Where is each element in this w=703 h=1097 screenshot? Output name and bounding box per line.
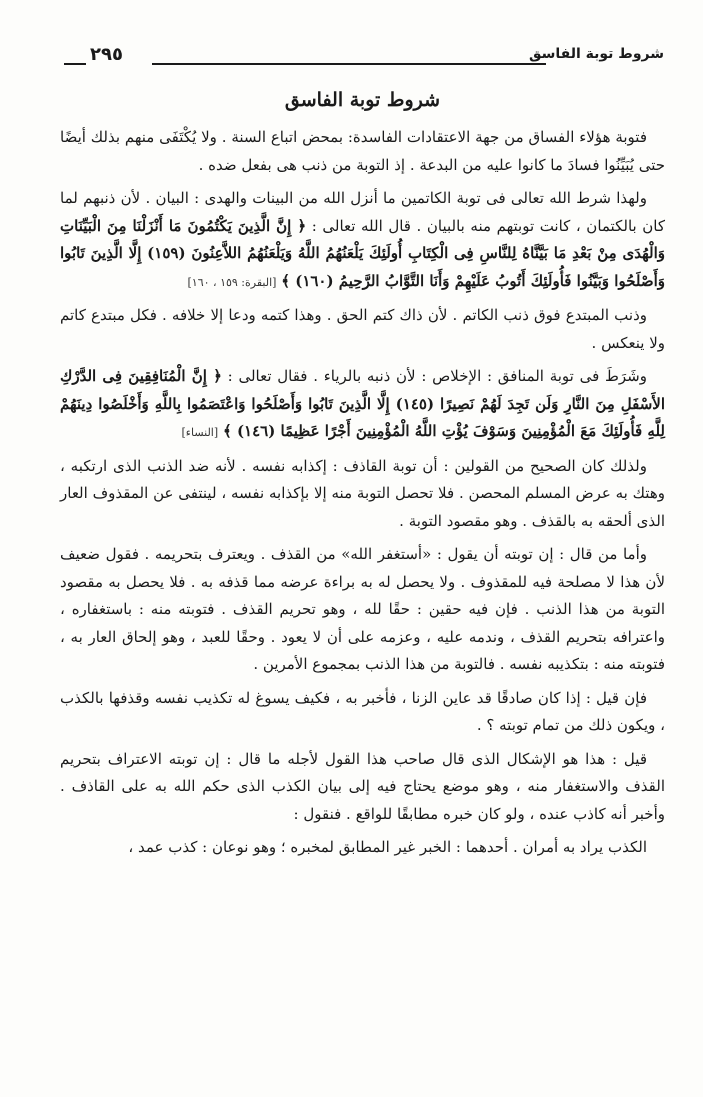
paragraph-text: الكذب يراد به أمران . أحدهما : الخبر غير المطابق لمخبره ؛ وهو نوعان : كذب عمد ، <box>128 838 647 856</box>
paragraph-text: وأما من قال : إن توبته أن يقول : «أستغفر الله» من القذف . ويعترف بتحريمه . فقول ضعيف لأن هذا لا مصلحة فيه للمقذوف . ولا يحصل له به براءة عرضه مما قذفه به . فلا يحصل به مقصود التوبة من هذا الذنب . فإن فيه حقين : حقًا لله ، وهو تحريم القذف . فتوبته منه : باستغفاره ، واعترافه بتحريم القذف ، وندمه عليه ، وعزمه على أن لا يعود . وحقًا للعبد ، وهو إلحاق العار به ، فتوبته منه : بتكذيبه نفسه . فالتوبة من هذا الذنب بمجموع الأمرين . <box>60 545 665 673</box>
paragraph-text: ولذلك كان الصحيح من القولين : أن توبة القاذف : إكذابه نفسه . لأنه ضد الذنب الذى ارتكبه ، وهتك به عرض المسلم المحصن . فلا تحصل التوبة منه إلا بإكذابه نفسه ، لينتفى عن المقذوف العار الذى ألحقه به بالقذف . وهو مقصود التوبة . <box>60 456 665 530</box>
paragraph-4 <box>60 363 665 447</box>
verse-reference: [البقرة: ١٥٩ ، ١٦٠] <box>187 275 277 289</box>
quran-verse: ﴿ إِنَّ الْمُنَافِقِينَ فِى الدَّرْكِ الأَسْفَلِ مِنَ النَّارِ وَلَن تَجِدَ لَهُمْ نَصِيرًا (١٤٥) إِلَّا الَّذِينَ تَابُوا وَأَصْلَحُوا وَاعْتَصَمُوا بِاللَّهِ وَأَخْلَصُوا دِينَهُمْ لِلَّهِ فَأُولَئِكَ مَعَ الْمُؤْمِنِينَ وَسَوْفَ يُؤْتِ اللَّهُ الْمُؤْمِنِينَ أَجْرًا عَظِيمًا (١٤٦) ﴾ <box>60 367 665 440</box>
section-title: شروط توبة الفاسق <box>284 89 441 111</box>
running-title: شروط توبة الفاسق <box>528 46 664 62</box>
paragraph-text: فإن قيل : إذا كان صادقًا قد عاين الزنا ، فأخبر به ، فكيف يسوغ له تكذيب نفسه وقذفها بالكذب ، ويكون ذلك من تمام توبته ؟ . <box>60 688 665 734</box>
quran-verse: ﴿ إِنَّ الَّذِينَ يَكْتُمُونَ مَا أَنْزَلْنَا مِنَ الْبَيِّنَاتِ وَالْهُدَى مِنْ بَعْدِ مَا بَيَّنَّاهُ لِلنَّاسِ فِى الْكِتَابِ أُولَئِكَ يَلْعَنُهُمُ اللَّهُ وَيَلْعَنُهُمُ اللاَّعِنُونَ (١٥٩) إِلَّا الَّذِينَ تَابُوا وَأَصْلَحُوا وَبَيَّنُوا فَأُولَئِكَ أَتُوبُ عَلَيْهِمْ وَأَنَا التَّوَّابُ الرَّحِيمُ (١٦٠) ﴾ <box>60 216 665 290</box>
paragraph-7 <box>60 685 665 740</box>
paragraph-5 <box>60 453 665 536</box>
page-number: ٢٩٥ <box>90 44 123 65</box>
paragraph-8 <box>60 746 665 829</box>
paragraph-3 <box>60 302 665 357</box>
page-body <box>60 84 665 868</box>
page-number-dash <box>64 63 86 65</box>
paragraph-6 <box>60 541 665 679</box>
paragraph-text: ولهذا شرط الله تعالى فى توبة الكاتمين ما أنزل الله من البينات والهدى : البيان . لأن ذنبهم لما كان بالكتمان ، كانت توبتهم منه بالبيان . قال الله تعالى : <box>60 189 665 235</box>
paragraph-1 <box>60 124 665 179</box>
paragraph-text: وذنب المبتدع فوق ذنب الكاتم . لأن ذاك كتم الحق . وهذا كتمه ودعا إلا خلافه . فكل مبتدع كاتم ولا ينعكس . <box>60 306 665 352</box>
paragraph-text: قيل : هذا هو الإشكال الذى قال صاحب هذا القول لأجله ما قال : إن توبته الاعتراف بتحريم القذف والاستغفار منه ، وهو موضع يحتاج فيه إلى بيان الكذب الذى حكم الله به على القاذف . وأخبر أنه كاذب عنده ، ولو كان خبره مطابقًا للواقع . فنقول : <box>60 749 665 823</box>
paragraph-text: فتوبة هؤلاء الفساق من جهة الاعتقادات الفاسدة: بمحض اتباع السنة . ولا يُكْتَفَى منهم بذلك أيضًا حتى يُبَيِّنُوا فسادَ ما كانوا عليه من البدعة . إذ التوبة من ذنب هى بفعل ضده . <box>60 128 665 174</box>
paragraph-2 <box>60 185 665 296</box>
header-rule <box>152 63 546 65</box>
paragraph-9 <box>60 834 665 862</box>
running-header <box>64 44 664 74</box>
paragraph-text: وشَرَطَ فى توبة المنافق : الإخلاص : لأن ذنبه بالرياء . فقال تعالى : <box>227 367 647 385</box>
verse-reference: [النساء] <box>181 426 219 439</box>
